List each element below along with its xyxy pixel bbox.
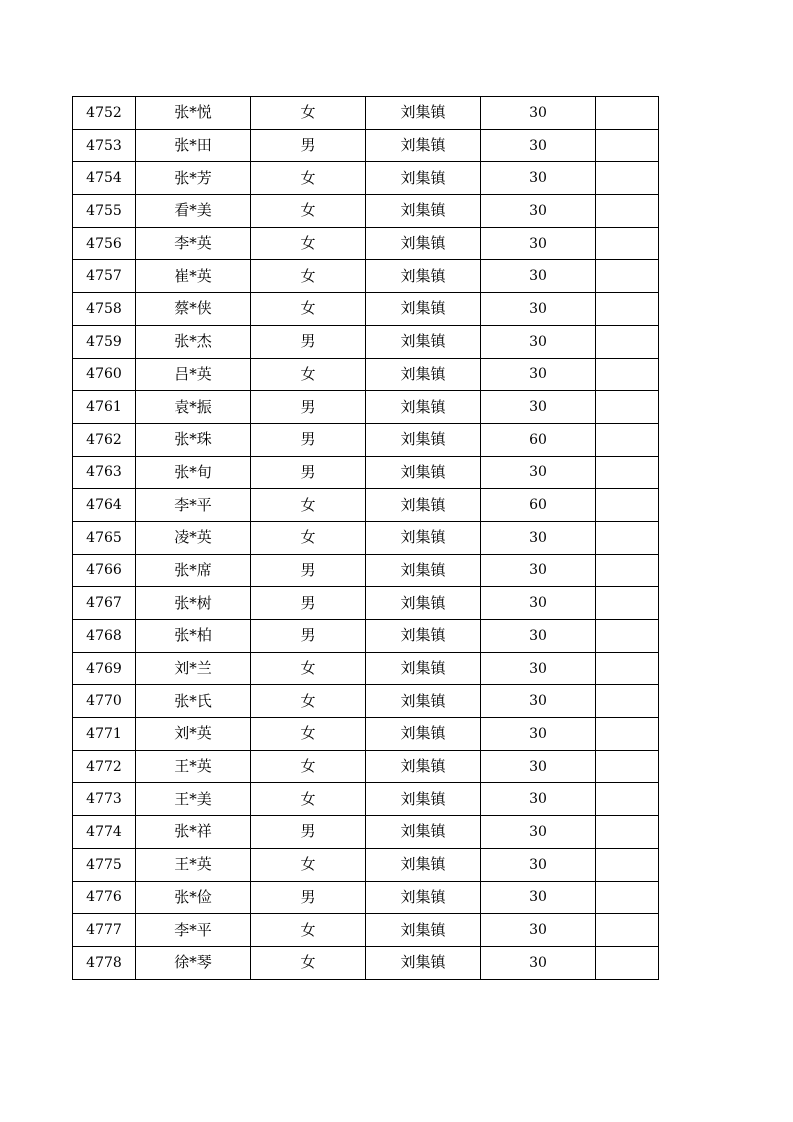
gender-cell: 男 (251, 391, 366, 424)
data-table (72, 96, 659, 980)
town-cell: 刘集镇 (366, 456, 481, 489)
amount-cell: 30 (481, 587, 596, 620)
town-cell: 刘集镇 (366, 652, 481, 685)
town-cell: 刘集镇 (366, 914, 481, 947)
town-cell: 刘集镇 (366, 750, 481, 783)
town-cell: 刘集镇 (366, 293, 481, 326)
amount-cell: 30 (481, 391, 596, 424)
name-cell: 张*席 (136, 554, 251, 587)
amount-cell: 30 (481, 456, 596, 489)
town-cell: 刘集镇 (366, 554, 481, 587)
row-number-cell: 4770 (73, 685, 136, 718)
gender-cell: 女 (251, 652, 366, 685)
row-number-cell: 4764 (73, 489, 136, 522)
gender-cell: 女 (251, 227, 366, 260)
name-cell: 王*英 (136, 848, 251, 881)
amount-cell: 30 (481, 97, 596, 130)
table-row (73, 129, 659, 162)
note-cell (596, 587, 659, 620)
note-cell (596, 162, 659, 195)
town-cell: 刘集镇 (366, 587, 481, 620)
row-number-cell: 4763 (73, 456, 136, 489)
amount-cell: 30 (481, 195, 596, 228)
row-number-cell: 4753 (73, 129, 136, 162)
gender-cell: 女 (251, 195, 366, 228)
town-cell: 刘集镇 (366, 521, 481, 554)
note-cell (596, 783, 659, 816)
row-number-cell: 4756 (73, 227, 136, 260)
town-cell: 刘集镇 (366, 260, 481, 293)
table-row (73, 260, 659, 293)
note-cell (596, 423, 659, 456)
amount-cell: 30 (481, 816, 596, 849)
gender-cell: 女 (251, 293, 366, 326)
amount-cell: 30 (481, 227, 596, 260)
name-cell: 张*旬 (136, 456, 251, 489)
name-cell: 蔡*侠 (136, 293, 251, 326)
amount-cell: 30 (481, 685, 596, 718)
note-cell (596, 358, 659, 391)
name-cell: 王*英 (136, 750, 251, 783)
row-number-cell: 4772 (73, 750, 136, 783)
row-number-cell: 4752 (73, 97, 136, 130)
town-cell: 刘集镇 (366, 685, 481, 718)
table-row (73, 718, 659, 751)
town-cell: 刘集镇 (366, 162, 481, 195)
town-cell: 刘集镇 (366, 358, 481, 391)
gender-cell: 男 (251, 554, 366, 587)
table-row (73, 489, 659, 522)
amount-cell: 30 (481, 554, 596, 587)
table-row (73, 946, 659, 979)
amount-cell: 30 (481, 358, 596, 391)
table-row (73, 97, 659, 130)
note-cell (596, 391, 659, 424)
town-cell: 刘集镇 (366, 489, 481, 522)
name-cell: 徐*琴 (136, 946, 251, 979)
town-cell: 刘集镇 (366, 848, 481, 881)
row-number-cell: 4776 (73, 881, 136, 914)
amount-cell: 30 (481, 260, 596, 293)
table-row (73, 423, 659, 456)
table-row (73, 293, 659, 326)
town-cell: 刘集镇 (366, 946, 481, 979)
name-cell: 张*珠 (136, 423, 251, 456)
table-body (73, 97, 659, 980)
note-cell (596, 260, 659, 293)
name-cell: 李*平 (136, 914, 251, 947)
name-cell: 张*杰 (136, 325, 251, 358)
note-cell (596, 554, 659, 587)
row-number-cell: 4774 (73, 816, 136, 849)
name-cell: 吕*英 (136, 358, 251, 391)
gender-cell: 女 (251, 718, 366, 751)
amount-cell: 60 (481, 423, 596, 456)
name-cell: 张*悦 (136, 97, 251, 130)
table-row (73, 391, 659, 424)
note-cell (596, 881, 659, 914)
amount-cell: 30 (481, 914, 596, 947)
table-row (73, 652, 659, 685)
table-row (73, 914, 659, 947)
note-cell (596, 848, 659, 881)
gender-cell: 男 (251, 456, 366, 489)
amount-cell: 30 (481, 946, 596, 979)
name-cell: 刘*英 (136, 718, 251, 751)
town-cell: 刘集镇 (366, 129, 481, 162)
row-number-cell: 4761 (73, 391, 136, 424)
amount-cell: 30 (481, 718, 596, 751)
note-cell (596, 718, 659, 751)
gender-cell: 女 (251, 685, 366, 718)
row-number-cell: 4773 (73, 783, 136, 816)
town-cell: 刘集镇 (366, 816, 481, 849)
row-number-cell: 4765 (73, 521, 136, 554)
town-cell: 刘集镇 (366, 783, 481, 816)
table-row (73, 554, 659, 587)
town-cell: 刘集镇 (366, 881, 481, 914)
name-cell: 李*平 (136, 489, 251, 522)
note-cell (596, 914, 659, 947)
row-number-cell: 4762 (73, 423, 136, 456)
gender-cell: 男 (251, 129, 366, 162)
amount-cell: 30 (481, 652, 596, 685)
gender-cell: 女 (251, 946, 366, 979)
row-number-cell: 4768 (73, 620, 136, 653)
town-cell: 刘集镇 (366, 227, 481, 260)
note-cell (596, 816, 659, 849)
row-number-cell: 4754 (73, 162, 136, 195)
note-cell (596, 293, 659, 326)
table-row (73, 783, 659, 816)
table-row (73, 848, 659, 881)
name-cell: 张*芳 (136, 162, 251, 195)
note-cell (596, 489, 659, 522)
name-cell: 张*田 (136, 129, 251, 162)
table-row (73, 227, 659, 260)
row-number-cell: 4769 (73, 652, 136, 685)
gender-cell: 男 (251, 881, 366, 914)
name-cell: 袁*振 (136, 391, 251, 424)
gender-cell: 女 (251, 521, 366, 554)
table-row (73, 620, 659, 653)
amount-cell: 30 (481, 848, 596, 881)
town-cell: 刘集镇 (366, 620, 481, 653)
name-cell: 刘*兰 (136, 652, 251, 685)
amount-cell: 30 (481, 750, 596, 783)
gender-cell: 男 (251, 587, 366, 620)
note-cell (596, 456, 659, 489)
note-cell (596, 620, 659, 653)
row-number-cell: 4775 (73, 848, 136, 881)
table-row (73, 456, 659, 489)
name-cell: 李*英 (136, 227, 251, 260)
amount-cell: 30 (481, 620, 596, 653)
town-cell: 刘集镇 (366, 391, 481, 424)
table-row (73, 750, 659, 783)
row-number-cell: 4766 (73, 554, 136, 587)
row-number-cell: 4757 (73, 260, 136, 293)
note-cell (596, 685, 659, 718)
note-cell (596, 750, 659, 783)
row-number-cell: 4778 (73, 946, 136, 979)
amount-cell: 30 (481, 162, 596, 195)
row-number-cell: 4755 (73, 195, 136, 228)
amount-cell: 30 (481, 783, 596, 816)
table-row (73, 816, 659, 849)
town-cell: 刘集镇 (366, 97, 481, 130)
note-cell (596, 129, 659, 162)
name-cell: 张*树 (136, 587, 251, 620)
table-row (73, 325, 659, 358)
gender-cell: 女 (251, 260, 366, 293)
row-number-cell: 4777 (73, 914, 136, 947)
name-cell: 张*柏 (136, 620, 251, 653)
town-cell: 刘集镇 (366, 423, 481, 456)
gender-cell: 女 (251, 162, 366, 195)
amount-cell: 30 (481, 881, 596, 914)
note-cell (596, 227, 659, 260)
gender-cell: 男 (251, 816, 366, 849)
name-cell: 王*美 (136, 783, 251, 816)
town-cell: 刘集镇 (366, 718, 481, 751)
table-row (73, 521, 659, 554)
name-cell: 凌*英 (136, 521, 251, 554)
row-number-cell: 4759 (73, 325, 136, 358)
name-cell: 看*美 (136, 195, 251, 228)
name-cell: 张*氏 (136, 685, 251, 718)
gender-cell: 女 (251, 97, 366, 130)
note-cell (596, 521, 659, 554)
gender-cell: 女 (251, 750, 366, 783)
note-cell (596, 652, 659, 685)
row-number-cell: 4760 (73, 358, 136, 391)
town-cell: 刘集镇 (366, 325, 481, 358)
gender-cell: 女 (251, 489, 366, 522)
row-number-cell: 4758 (73, 293, 136, 326)
gender-cell: 男 (251, 423, 366, 456)
note-cell (596, 325, 659, 358)
table-row (73, 587, 659, 620)
note-cell (596, 946, 659, 979)
town-cell: 刘集镇 (366, 195, 481, 228)
table-row (73, 195, 659, 228)
row-number-cell: 4771 (73, 718, 136, 751)
name-cell: 张*俭 (136, 881, 251, 914)
table-row (73, 685, 659, 718)
note-cell (596, 195, 659, 228)
gender-cell: 女 (251, 848, 366, 881)
gender-cell: 男 (251, 325, 366, 358)
note-cell (596, 97, 659, 130)
row-number-cell: 4767 (73, 587, 136, 620)
table-row (73, 881, 659, 914)
name-cell: 崔*英 (136, 260, 251, 293)
amount-cell: 30 (481, 129, 596, 162)
name-cell: 张*祥 (136, 816, 251, 849)
gender-cell: 男 (251, 620, 366, 653)
table-row (73, 162, 659, 195)
gender-cell: 女 (251, 914, 366, 947)
amount-cell: 30 (481, 521, 596, 554)
table-row (73, 358, 659, 391)
amount-cell: 30 (481, 325, 596, 358)
gender-cell: 女 (251, 783, 366, 816)
amount-cell: 30 (481, 293, 596, 326)
amount-cell: 60 (481, 489, 596, 522)
gender-cell: 女 (251, 358, 366, 391)
